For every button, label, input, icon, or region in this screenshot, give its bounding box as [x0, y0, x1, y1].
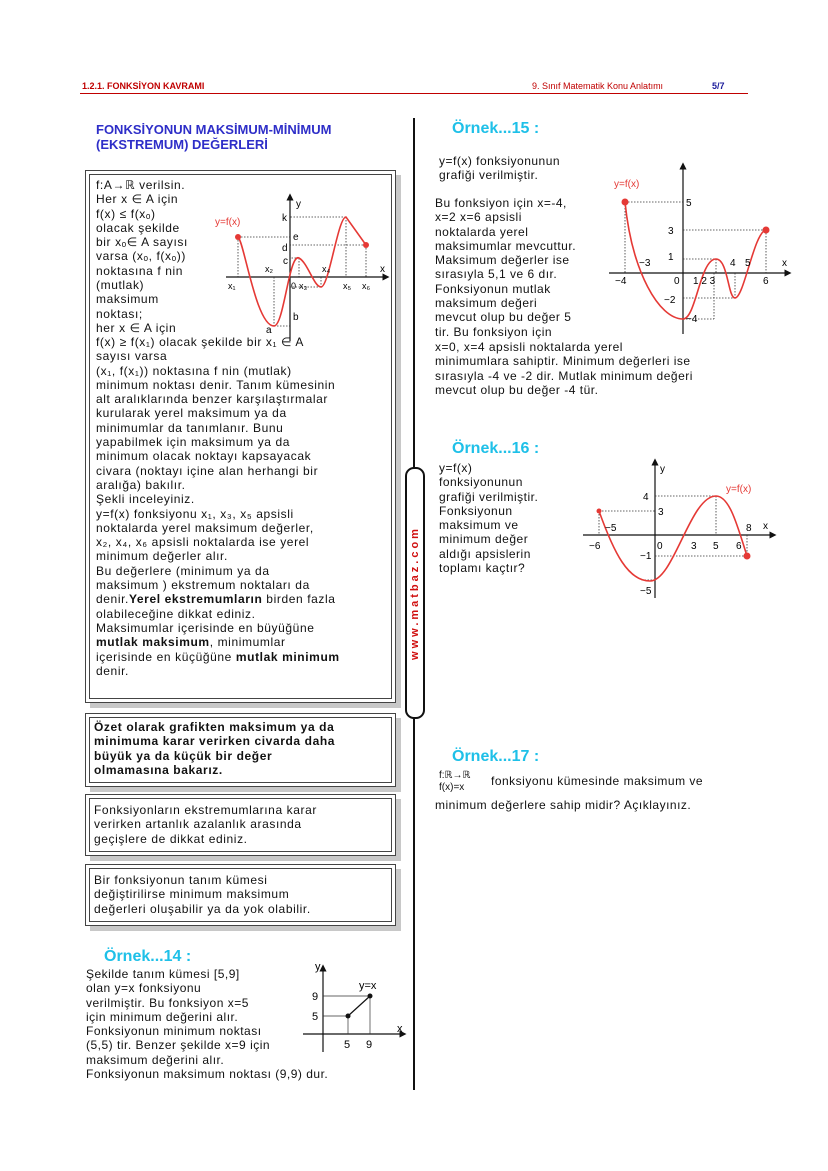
tick-x123: 1 2 3: [693, 276, 716, 287]
label-d: d: [282, 243, 288, 254]
endpoint-left: [622, 199, 629, 206]
summary-box: [85, 713, 396, 787]
watermark-text: www.matbaz.com: [409, 526, 421, 660]
header-page-number: 5/7: [712, 81, 725, 91]
endpoint-right: [744, 553, 751, 560]
label-x2: x₂: [265, 264, 273, 274]
tick-y4: 4: [643, 492, 649, 503]
tick-yn1: −1: [640, 551, 652, 562]
definition-text-top: f:A→ℝ verilsin. Her x ∈ A için f(x) ≤ f(xₒ) olacak şekilde bir xₒ∈ A sayısı varsa (xₒ, f(xₒ)) noktasına f nin (mutlak) maksimum noktası; her x ∈ A için: [96, 178, 188, 335]
note-monotonic-text: Fonksiyonların ekstremumlarına karar verirken artanlık azalanlık arasında geçişlere de dikkat ediniz.: [94, 803, 318, 846]
graph-fname-label: y=f(x): [215, 217, 241, 228]
example-15-graph: [604, 162, 794, 337]
tick-xn3: −3: [639, 258, 651, 269]
x-axis-label: x: [380, 264, 385, 275]
note-domain-text: Bir fonksiyonun tanım kümesi değiştirilirse minimum maksimum değerleri oluşabilir ya da yok olabilir.: [94, 873, 311, 916]
tick-yn5: −5: [640, 586, 652, 597]
extremum-graph: [215, 193, 391, 343]
tick-x9: 9: [366, 1039, 373, 1051]
endpoint-left: [597, 509, 602, 514]
label-x1: x₁: [228, 281, 236, 291]
tick-y5: 5: [686, 198, 692, 209]
example-16-text: y=f(x) fonksiyonunun grafiği verilmiştir. Fonksiyonun maksimum ve minimum değer aldığı apsislerin toplamı kaçtır?: [439, 461, 539, 576]
example-14-title: Örnek...14 :: [104, 948, 192, 965]
tick-y3: 3: [668, 226, 674, 237]
y-axis-label: y: [296, 199, 301, 210]
example-16-graph: [580, 458, 780, 603]
definition-box: [85, 170, 396, 703]
tick-yn2: −2: [664, 295, 676, 306]
example-17-rule: f(x)=x: [439, 782, 465, 793]
example-15-intro: y=f(x) fonksiyonunun grafiği verilmiştir.: [439, 154, 561, 183]
x-axis-label: x: [763, 521, 768, 532]
example-17-function: [439, 770, 470, 794]
example-14-text: Şekilde tanım kümesi [5,9] olan y=x fonksiyonu verilmiştir. Bu fonksiyon x=5 için minimum değerini alır. Fonksiyonun minimum noktası (5,5) tir. Benzer şekilde x=9 için maksimum değerini alır. Fonksiyonun maksimum noktası (9,9) dur.: [86, 967, 329, 1082]
example-16-title: Örnek...16 :: [452, 440, 540, 457]
x-axis-label: x: [397, 1023, 403, 1035]
endpoint-left: [235, 234, 241, 240]
column-divider-bottom: [413, 712, 415, 1090]
endpoint-right: [363, 242, 369, 248]
tick-x0: 0: [674, 276, 680, 287]
example-17-map: f:ℝ→ℝ: [439, 770, 471, 781]
graph-fname-label: y=f(x): [726, 484, 752, 495]
graph-fname-label: y=f(x): [614, 179, 640, 190]
tick-x3: 3: [691, 541, 697, 552]
tick-x6: 6: [763, 276, 769, 287]
tick-xn5: −5: [605, 523, 617, 534]
endpoint-right: [763, 227, 770, 234]
example-15-text: Bu fonksiyon için x=-4, x=2 x=6 apsisli noktalarda yerel maksimumlar mevcuttur. Maksimum değerler ise sırasıyla 5,1 ve 6 dır. Fonksiyonun mutlak maksimum değeri mevcut olup bu değer 5 tir. Bu fonksiyon için: [435, 196, 577, 339]
tick-y5: 5: [312, 1011, 319, 1023]
tick-y1: 1: [668, 252, 674, 263]
tick-y9: 9: [312, 991, 319, 1003]
tick-x5: 5: [713, 541, 719, 552]
function-curve: [599, 496, 747, 581]
x-axis-label: x: [782, 258, 787, 269]
tick-xn6: −6: [589, 541, 601, 552]
example-14-graph: [303, 962, 408, 1054]
label-k: k: [282, 213, 287, 224]
label-e: e: [293, 232, 299, 243]
tick-x8: 8: [746, 523, 752, 534]
example-15-text-cont: x=0, x=4 apsisli noktalarda yerel minimumlara sahiptir. Minimum değerleri ise sırasıyla -4 ve -2 dir. Mutlak minimum değeri mevcut olup bu değer -4 tür.: [435, 340, 693, 397]
label-b: b: [293, 312, 299, 323]
tick-x5: 5: [745, 258, 751, 269]
watermark-badge: [405, 467, 425, 719]
tick-x4: 4: [730, 258, 736, 269]
example-17-question: minimum değerlere sahip midir? Açıklayınız.: [435, 798, 692, 812]
summary-text: Özet olarak grafikten maksimum ya da minimuma karar verirken civarda daha büyük ya da küçük bir değer olmamasına bakarız.: [94, 720, 336, 777]
tick-x0: 0: [657, 541, 663, 552]
tick-y3: 3: [658, 507, 664, 518]
column-divider-top: [413, 118, 415, 470]
header-section: 1.2.1. FONKSİYON KAVRAMI: [82, 81, 205, 91]
function-label: y=x: [359, 980, 377, 992]
definition-text-main: f(x) ≥ f(x₁) olacak şekilde bir x₁ ∈ A sayısı varsa (x₁, f(x₁)) noktasına f nin (mutlak) minimum noktası denir. Tanım kümesinin alt aralıklarında benzer karşılaştırmalar kurularak yerel maksimum ya da minimumlar da tanımlanır. Bunu yapabilmek için maksimum ya da minimum olacak noktayı kapsayacak civara (noktayı içine alan herhangi bir aralığa) bakılır. Şekli inceleyiniz. y=f(x) fonksiyonu x₁, x₃, x₅ apsisli noktalarda yerel maksimum değerler, x₂, x₄, x₆ apsisli noktalarda ise yerel minimum değerler alır. Bu değerlere (minimum ya da maksimum ) ekstremum noktaları da denir.Yerel ekstremumların birden fazla olabileceğine dikkat ediniz. Maksimumlar içerisinde en büyüğüne mutlak maksimum, minimumlar içerisinde en küçüğüne mutlak minimum denir.: [96, 335, 340, 678]
label-x4: x₄: [322, 264, 331, 274]
tick-xn4: −4: [615, 276, 627, 287]
note-box-monotonic: [85, 794, 396, 856]
label-x6: x₆: [362, 281, 371, 291]
label-x3: x₃: [299, 281, 308, 291]
label-a: a: [266, 325, 272, 336]
y-axis-label: y: [315, 961, 321, 973]
section-title: FONKSİYONUN MAKSİMUM-MİNİMUM (EKSTREMUM) DEĞERLERİ: [96, 122, 332, 152]
header-course: 9. Sınıf Matematik Konu Anlatımı: [532, 81, 664, 91]
label-x5: x₅: [343, 281, 352, 291]
max-point: [368, 994, 373, 999]
example-15-title: Örnek...15 :: [452, 120, 540, 137]
tick-x6: 6: [736, 541, 742, 552]
tick-x5: 5: [344, 1039, 351, 1051]
min-point: [346, 1014, 351, 1019]
function-segment: [348, 996, 370, 1016]
label-zero: 0: [291, 281, 297, 291]
label-c: c: [283, 256, 288, 267]
example-17-text: fonksiyonu kümesinde maksimum ve: [491, 774, 704, 788]
function-curve: [238, 217, 366, 326]
y-axis-label: y: [660, 464, 665, 475]
note-box-domain: [85, 864, 396, 926]
header-rule: [80, 93, 748, 94]
tick-yn4: −4: [686, 314, 698, 325]
example-17-title: Örnek...17 :: [452, 748, 540, 765]
